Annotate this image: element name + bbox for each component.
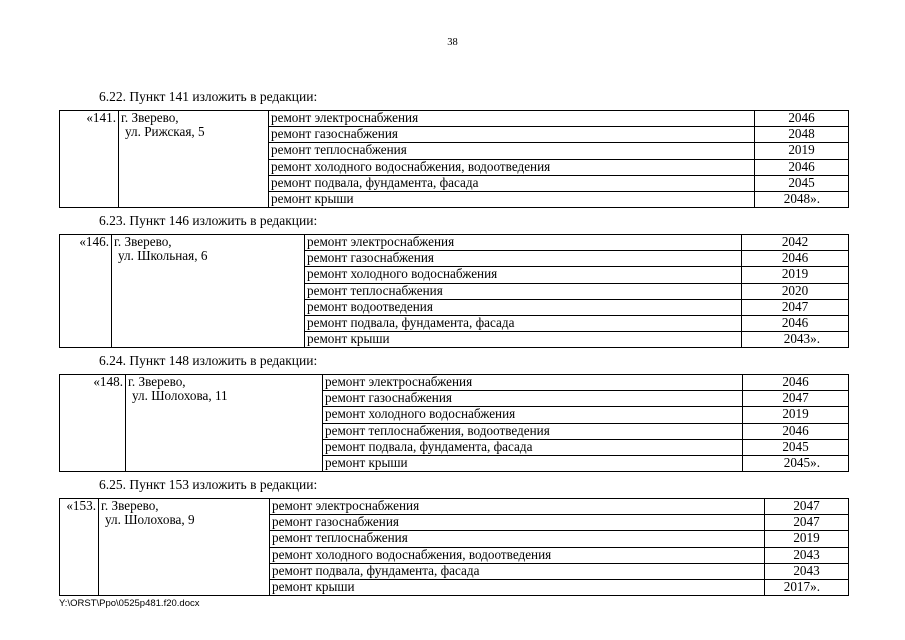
table-row bbox=[60, 375, 849, 391]
year-cell: 2045 bbox=[755, 175, 849, 191]
year-cell: 2046 bbox=[755, 159, 849, 175]
section-heading: 6.25. Пункт 153 изложить в редакции: bbox=[99, 477, 318, 492]
work-type-cell: ремонт холодного водоснабжения bbox=[305, 267, 742, 283]
year-cell: 2043 bbox=[765, 563, 849, 579]
work-type-cell: ремонт газоснабжения bbox=[305, 251, 742, 267]
work-type-cell: ремонт крыши bbox=[305, 332, 742, 348]
section-heading: 6.23. Пункт 146 изложить в редакции: bbox=[99, 213, 318, 228]
table-row bbox=[60, 111, 849, 127]
address-street: ул. Школьная, 6 bbox=[118, 248, 208, 263]
year-cell: 2017». bbox=[765, 579, 849, 595]
address-city: г. Зверево, bbox=[101, 498, 159, 513]
work-type-cell: ремонт подвала, фундамента, фасада bbox=[305, 315, 742, 331]
section-heading: 6.24. Пункт 148 изложить в редакции: bbox=[99, 353, 318, 368]
repair-schedule-table bbox=[59, 110, 849, 208]
work-type-cell: ремонт электроснабжения bbox=[270, 499, 765, 515]
year-cell: 2042 bbox=[742, 235, 849, 251]
work-type-cell: ремонт подвала, фундамента, фасада bbox=[270, 563, 765, 579]
year-cell: 2020 bbox=[742, 283, 849, 299]
work-type-cell: ремонт газоснабжения bbox=[323, 391, 743, 407]
work-type-cell: ремонт крыши bbox=[269, 191, 755, 207]
year-cell: 2019 bbox=[755, 143, 849, 159]
work-type-cell: ремонт холодного водоснабжения bbox=[323, 407, 743, 423]
address-city: г. Зверево, bbox=[114, 234, 172, 249]
year-cell: 2046 bbox=[743, 375, 849, 391]
year-cell: 2045 bbox=[743, 439, 849, 455]
table-row bbox=[60, 235, 849, 251]
year-cell: 2045». bbox=[743, 455, 849, 471]
year-cell: 2047 bbox=[765, 515, 849, 531]
table-row bbox=[60, 499, 849, 515]
year-cell: 2046 bbox=[743, 423, 849, 439]
work-type-cell: ремонт газоснабжения bbox=[269, 127, 755, 143]
address-street: ул. Шолохова, 9 bbox=[105, 512, 195, 527]
item-number: «141. bbox=[60, 111, 119, 208]
year-cell: 2046 bbox=[755, 111, 849, 127]
year-cell: 2019 bbox=[765, 531, 849, 547]
year-cell: 2047 bbox=[742, 299, 849, 315]
work-type-cell: ремонт теплоснабжения, водоотведения bbox=[323, 423, 743, 439]
address-cell bbox=[126, 375, 323, 472]
repair-schedule-table bbox=[59, 498, 849, 596]
work-type-cell: ремонт водоотведения bbox=[305, 299, 742, 315]
address-street: ул. Рижская, 5 bbox=[125, 124, 205, 139]
page-number: 38 bbox=[447, 37, 458, 48]
work-type-cell: ремонт газоснабжения bbox=[270, 515, 765, 531]
work-type-cell: ремонт подвала, фундамента, фасада bbox=[269, 175, 755, 191]
work-type-cell: ремонт теплоснабжения bbox=[269, 143, 755, 159]
year-cell: 2046 bbox=[742, 251, 849, 267]
work-type-cell: ремонт холодного водоснабжения, водоотведения bbox=[269, 159, 755, 175]
year-cell: 2048 bbox=[755, 127, 849, 143]
address-cell bbox=[112, 235, 305, 348]
item-number: «146. bbox=[60, 235, 112, 348]
work-type-cell: ремонт крыши bbox=[270, 579, 765, 595]
repair-schedule-table bbox=[59, 234, 849, 348]
address-cell bbox=[99, 499, 270, 596]
work-type-cell: ремонт теплоснабжения bbox=[305, 283, 742, 299]
year-cell: 2048». bbox=[755, 191, 849, 207]
file-path-footer: Y:\ORST\Ppo\0525p481.f20.docx bbox=[59, 598, 200, 609]
work-type-cell: ремонт электроснабжения bbox=[323, 375, 743, 391]
work-type-cell: ремонт холодного водоснабжения, водоотведения bbox=[270, 547, 765, 563]
year-cell: 2047 bbox=[765, 499, 849, 515]
work-type-cell: ремонт крыши bbox=[323, 455, 743, 471]
address-city: г. Зверево, bbox=[128, 374, 186, 389]
work-type-cell: ремонт электроснабжения bbox=[269, 111, 755, 127]
year-cell: 2043 bbox=[765, 547, 849, 563]
year-cell: 2043». bbox=[742, 332, 849, 348]
item-number: «153. bbox=[60, 499, 99, 596]
year-cell: 2019 bbox=[743, 407, 849, 423]
year-cell: 2046 bbox=[742, 315, 849, 331]
address-city: г. Зверево, bbox=[121, 110, 179, 125]
work-type-cell: ремонт электроснабжения bbox=[305, 235, 742, 251]
repair-schedule-table bbox=[59, 374, 849, 472]
address-cell bbox=[119, 111, 269, 208]
year-cell: 2019 bbox=[742, 267, 849, 283]
year-cell: 2047 bbox=[743, 391, 849, 407]
address-street: ул. Шолохова, 11 bbox=[132, 388, 228, 403]
item-number: «148. bbox=[60, 375, 126, 472]
section-heading: 6.22. Пункт 141 изложить в редакции: bbox=[99, 89, 318, 104]
work-type-cell: ремонт подвала, фундамента, фасада bbox=[323, 439, 743, 455]
work-type-cell: ремонт теплоснабжения bbox=[270, 531, 765, 547]
